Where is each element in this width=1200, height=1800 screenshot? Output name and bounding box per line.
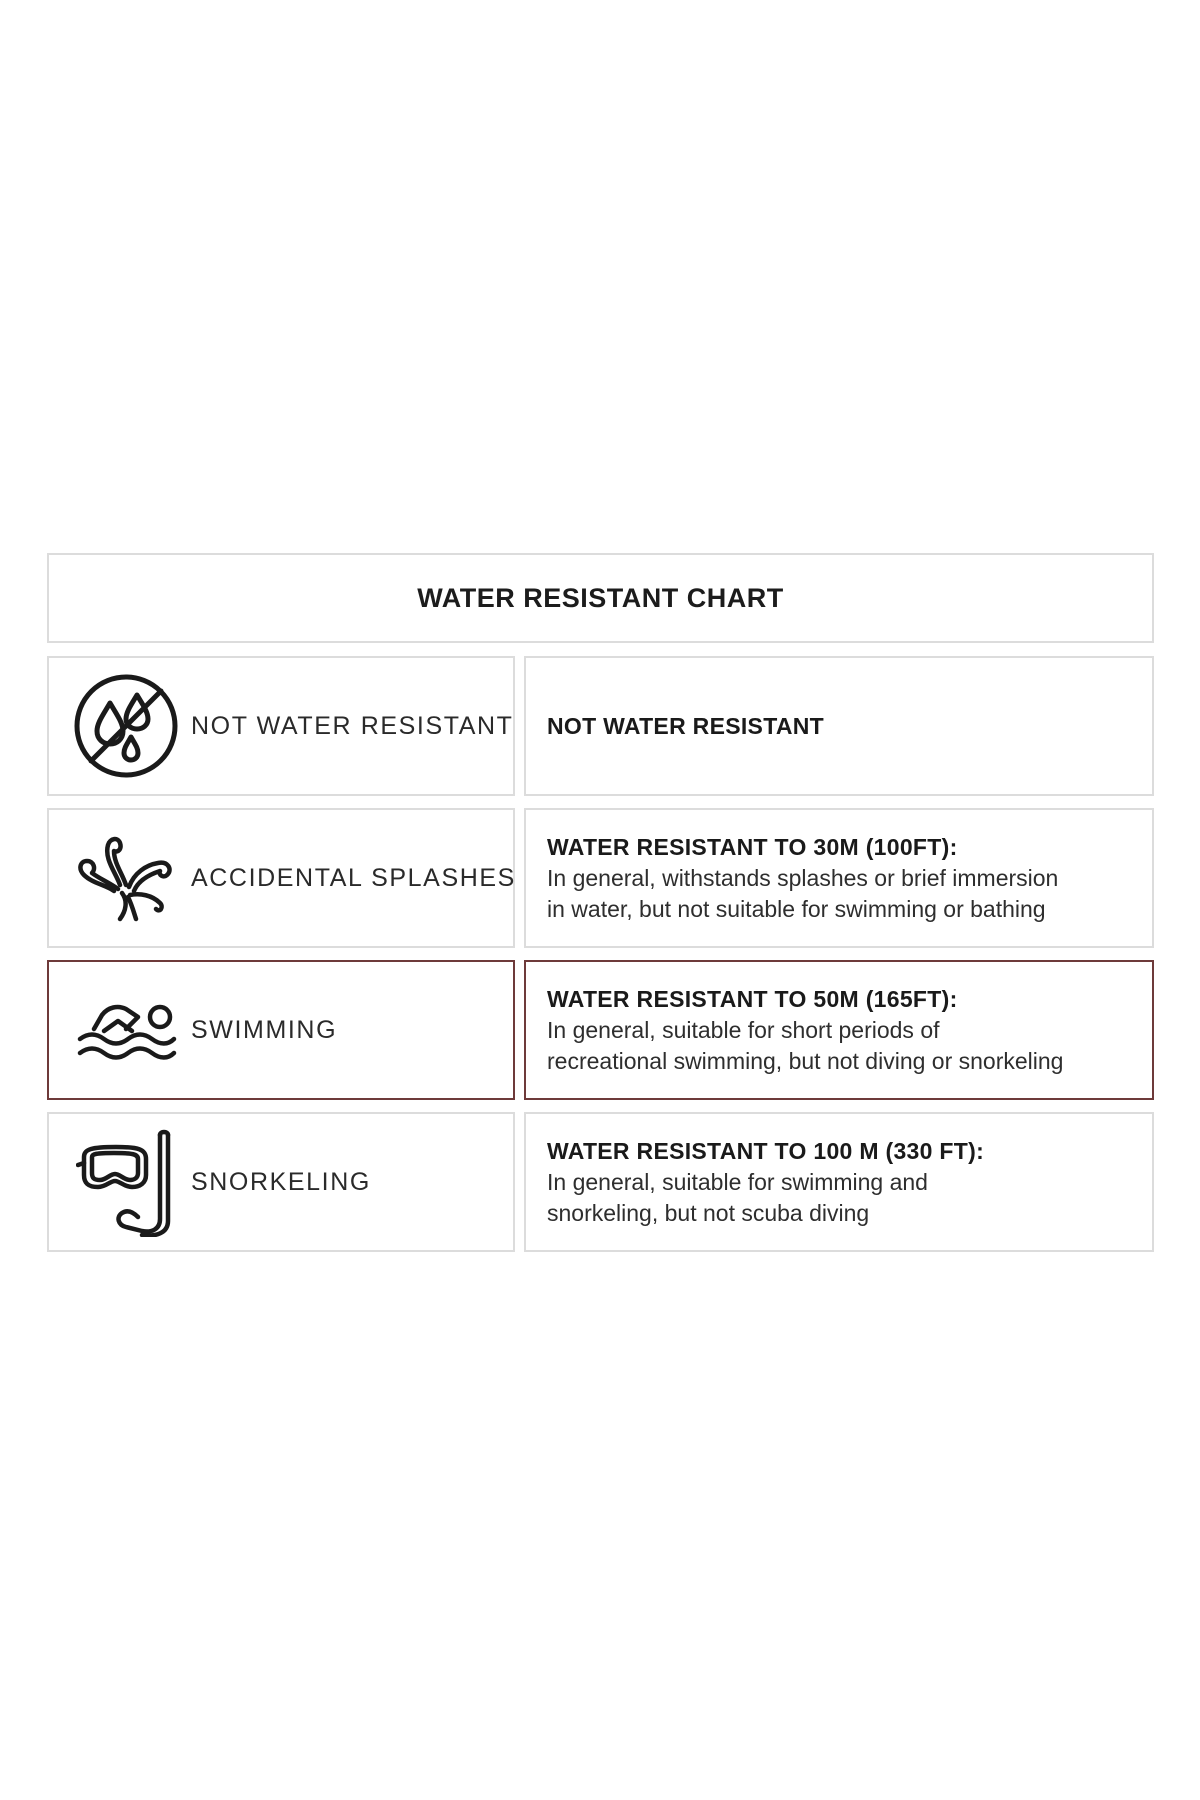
- rating-label: SWIMMING: [191, 1015, 338, 1044]
- splash-icon: [71, 823, 181, 933]
- rating-description: In general, withstands splashes or brief immersion: [547, 864, 1059, 891]
- water-resistant-chart: [47, 553, 1154, 1252]
- rating-heading: NOT WATER RESISTANT: [547, 712, 825, 739]
- rating-label: ACCIDENTAL SPLASHES: [191, 863, 516, 892]
- chart-row-snorkeling: [47, 1112, 1154, 1252]
- rating-detail-cell: [524, 808, 1154, 948]
- chart-row-not-water-resistant: [47, 656, 1154, 796]
- rating-heading: WATER RESISTANT TO 100 M (330 FT):: [547, 1137, 985, 1164]
- rating-detail-cell: [524, 656, 1154, 796]
- no-water-drops-icon: [71, 671, 181, 781]
- rating-description: In general, suitable for short periods of: [547, 1016, 940, 1043]
- chart-row-swimming: [47, 960, 1154, 1100]
- rating-cell: [47, 808, 515, 948]
- rating-label: SNORKELING: [191, 1167, 371, 1196]
- rating-cell: [47, 656, 515, 796]
- rating-detail-cell: [524, 960, 1154, 1100]
- rating-cell: [47, 960, 515, 1100]
- rating-heading: WATER RESISTANT TO 50M (165FT):: [547, 985, 958, 1012]
- chart-row-accidental-splashes: [47, 808, 1154, 948]
- rating-description: in water, but not suitable for swimming or bathing: [547, 895, 1046, 922]
- snorkel-mask-icon: [71, 1127, 181, 1237]
- rating-heading: WATER RESISTANT TO 30M (100FT):: [547, 833, 958, 860]
- chart-title: WATER RESISTANT CHART: [417, 582, 784, 613]
- rating-description: recreational swimming, but not diving or snorkeling: [547, 1047, 1064, 1074]
- rating-cell: [47, 1112, 515, 1252]
- chart-title-box: [47, 553, 1154, 643]
- rating-detail-cell: [524, 1112, 1154, 1252]
- swimmer-icon: [71, 975, 181, 1085]
- rating-description: snorkeling, but not scuba diving: [547, 1199, 870, 1226]
- rating-description: In general, suitable for swimming and: [547, 1168, 928, 1195]
- rating-label: NOT WATER RESISTANT: [191, 711, 514, 740]
